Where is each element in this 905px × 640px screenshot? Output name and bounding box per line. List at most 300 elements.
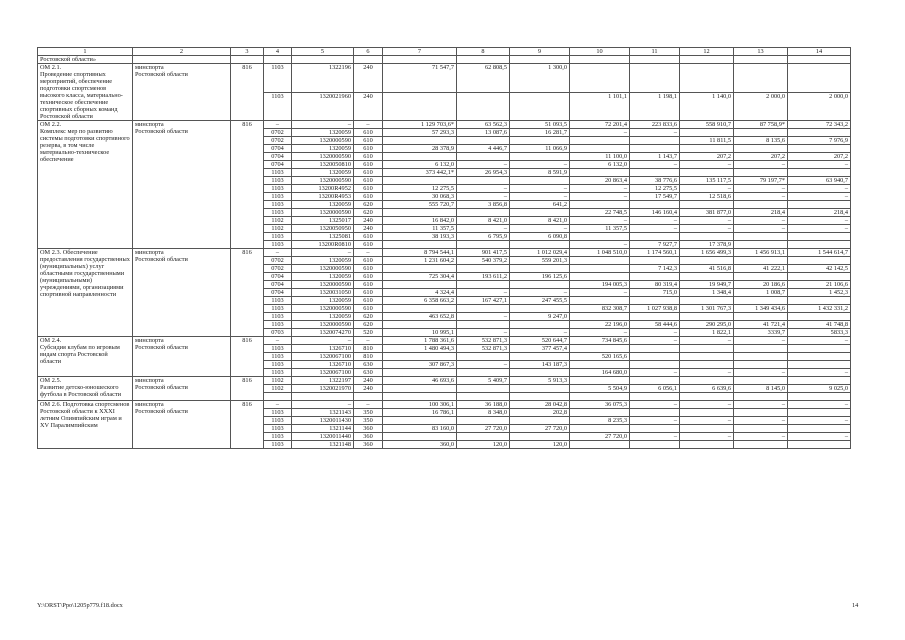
table-cell: 8 421,0: [510, 217, 570, 225]
table-cell: –: [788, 217, 851, 225]
table-cell: 610: [354, 145, 383, 153]
table-cell: 1320074270: [292, 329, 354, 337]
table-cell: [570, 313, 630, 321]
table-cell: [570, 441, 630, 449]
table-cell: –: [788, 193, 851, 201]
table-cell: 1 480 494,3: [383, 345, 457, 353]
table-cell: –: [734, 217, 788, 225]
footer-path: Y:\ORST\Ppo\1205p779.f18.docx: [37, 602, 123, 609]
table-cell: 1103: [264, 321, 292, 329]
table-cell: 810: [354, 353, 383, 361]
table-row: [38, 377, 851, 385]
table-cell: 360: [354, 441, 383, 449]
table-cell: [680, 353, 734, 361]
table-cell: [292, 393, 354, 401]
table-cell: –: [510, 329, 570, 337]
column-number-cell: 2: [133, 48, 231, 56]
page-number: 14: [852, 602, 859, 609]
column-number-row: [38, 48, 851, 56]
table-cell: –: [570, 289, 630, 297]
table-cell: [734, 169, 788, 177]
table-cell: [734, 425, 788, 433]
table-cell: 247 455,5: [510, 297, 570, 305]
table-cell: [734, 233, 788, 241]
measure-name-cell: ОМ 2.2. Комплекс мер по развитию системы подготовки спортивного резерва, в том числе материально-техническое обеспечение: [38, 121, 133, 249]
table-cell: 6 056,1: [630, 385, 680, 393]
table-cell: 360: [354, 425, 383, 433]
table-cell: 610: [354, 281, 383, 289]
table-cell: 240: [354, 385, 383, 393]
table-cell: 1320000590: [292, 305, 354, 313]
table-cell: [383, 369, 457, 377]
table-cell: [734, 313, 788, 321]
table-cell: 202,8: [510, 409, 570, 417]
table-cell: 1103: [264, 345, 292, 353]
table-cell: 377 457,4: [510, 345, 570, 353]
table-cell: [734, 64, 788, 93]
table-cell: [383, 393, 457, 401]
table-cell: 0702: [264, 265, 292, 273]
table-cell: [570, 409, 630, 417]
table-cell: 1103: [264, 185, 292, 193]
table-cell: 8 348,0: [457, 409, 510, 417]
table-cell: [734, 353, 788, 361]
table-cell: 1 788 361,6: [383, 337, 457, 345]
table-cell: 610: [354, 305, 383, 313]
table-cell: 630: [354, 361, 383, 369]
table-cell: 1325017: [292, 217, 354, 225]
table-cell: 1103: [264, 361, 292, 369]
table-cell: [680, 145, 734, 153]
table-cell: [734, 441, 788, 449]
table-cell: 63 940,7: [788, 177, 851, 185]
table-cell: 610: [354, 233, 383, 241]
table-cell: 0702: [264, 129, 292, 137]
table-cell: 610: [354, 265, 383, 273]
table-cell: 41 748,8: [788, 321, 851, 329]
table-cell: 734 845,6: [570, 337, 630, 345]
table-cell: –: [264, 121, 292, 129]
table-cell: [630, 425, 680, 433]
table-cell: 1 174 560,1: [630, 249, 680, 257]
table-cell: –: [788, 225, 851, 233]
table-cell: 1320021960: [292, 92, 354, 121]
table-cell: 1320050810: [292, 161, 354, 169]
table-cell: –: [630, 417, 680, 425]
table-cell: [383, 321, 457, 329]
table-cell: 11 357,5: [383, 225, 457, 233]
table-cell: –: [457, 313, 510, 321]
table-cell: [510, 353, 570, 361]
table-cell: –: [292, 249, 354, 257]
table-cell: [570, 273, 630, 281]
table-cell: 5833,3: [788, 329, 851, 337]
table-cell: 12 518,6: [680, 193, 734, 201]
table-cell: 63 562,3: [457, 121, 510, 129]
table-cell: 62 808,5: [457, 64, 510, 93]
table-cell: 22 196,0: [570, 321, 630, 329]
table-cell: [383, 137, 457, 145]
table-cell: 2 000,0: [788, 92, 851, 121]
table-cell: [570, 345, 630, 353]
table-cell: 1320011430: [292, 417, 354, 425]
table-cell: –: [630, 129, 680, 137]
table-cell: 610: [354, 289, 383, 297]
table-cell: –: [680, 433, 734, 441]
table-cell: 207,2: [680, 153, 734, 161]
table-cell: [570, 265, 630, 273]
table-cell: 11 357,5: [570, 225, 630, 233]
table-cell: 13200R4952: [292, 185, 354, 193]
table-cell: [734, 297, 788, 305]
table-cell: –: [630, 337, 680, 345]
measure-name-cell: ОМ 2.5. Развитие детско-юношеского футбола в Ростовской области: [38, 377, 133, 401]
table-cell: 8 421,0: [457, 217, 510, 225]
column-number-cell: 14: [788, 48, 851, 56]
table-row: [38, 337, 851, 345]
table-cell: [788, 377, 851, 385]
table-cell: 1320059: [292, 145, 354, 153]
table-cell: 1103: [264, 64, 292, 93]
continuation-text: Ростовской области»: [38, 56, 133, 64]
column-number-cell: 10: [570, 48, 630, 56]
table-cell: [383, 385, 457, 393]
table-cell: [383, 417, 457, 425]
table-cell: [734, 361, 788, 369]
table-cell: [383, 177, 457, 185]
table-cell: 41 222,1: [734, 265, 788, 273]
table-cell: 520 644,7: [510, 337, 570, 345]
table-cell: –: [510, 289, 570, 297]
table-cell: 1103: [264, 313, 292, 321]
table-cell: 0704: [264, 273, 292, 281]
table-cell: [788, 313, 851, 321]
table-cell: 16 842,0: [383, 217, 457, 225]
table-cell: 28 378,9: [383, 145, 457, 153]
table-cell: 373 442,1*: [383, 169, 457, 177]
table-cell: –: [680, 401, 734, 409]
table-cell: 8 135,6: [734, 137, 788, 145]
table-cell: 240: [354, 92, 383, 121]
executor-cell: минспорта Ростовской области: [133, 121, 231, 249]
table-cell: [510, 281, 570, 289]
table-cell: [570, 257, 630, 265]
table-cell: 11 066,9: [510, 145, 570, 153]
table-cell: [510, 153, 570, 161]
table-cell: 38 193,3: [383, 233, 457, 241]
table-cell: 1103: [264, 353, 292, 361]
table-cell: 1 349 434,6: [734, 305, 788, 313]
table-cell: –: [680, 161, 734, 169]
table-cell: 1102: [264, 385, 292, 393]
table-cell: –: [292, 337, 354, 345]
table-cell: 4 324,4: [383, 289, 457, 297]
table-cell: [630, 377, 680, 385]
table-row: [38, 64, 851, 93]
table-cell: [788, 425, 851, 433]
table-cell: 9 247,0: [510, 313, 570, 321]
table-cell: 1 129 703,6*: [383, 121, 457, 129]
table-cell: 620: [354, 321, 383, 329]
table-cell: 87 758,9*: [734, 121, 788, 129]
table-cell: [788, 393, 851, 401]
table-cell: [788, 441, 851, 449]
table-cell: 1 822,1: [680, 329, 734, 337]
table-cell: 58 444,6: [630, 321, 680, 329]
table-cell: [680, 441, 734, 449]
table-cell: 1102: [264, 217, 292, 225]
table-cell: 13200R0810: [292, 241, 354, 249]
table-row: [38, 401, 851, 409]
table-cell: –: [264, 249, 292, 257]
table-cell: 540 379,2: [457, 257, 510, 265]
table-cell: 1320000590: [292, 321, 354, 329]
table-cell: –: [510, 185, 570, 193]
table-cell: 610: [354, 273, 383, 281]
table-cell: 21 106,6: [788, 281, 851, 289]
table-cell: 1320000590: [292, 137, 354, 145]
table-cell: 167 427,1: [457, 297, 510, 305]
table-cell: [788, 145, 851, 153]
table-cell: [457, 153, 510, 161]
table-cell: –: [457, 289, 510, 297]
measure-name-cell: ОМ 2.6. Подготовка спортсменов Ростовской области к XXXI летним Олимпийским играм и XV Паралимпийским: [38, 401, 133, 449]
table-cell: 1103: [264, 441, 292, 449]
table-cell: –: [630, 217, 680, 225]
table-cell: [383, 281, 457, 289]
table-cell: 555 720,7: [383, 201, 457, 209]
column-number-cell: 6: [354, 48, 383, 56]
table-cell: 135 117,5: [680, 177, 734, 185]
table-cell: 610: [354, 297, 383, 305]
table-cell: 1 452,3: [788, 289, 851, 297]
table-cell: [510, 265, 570, 273]
table-cell: 80 319,4: [630, 281, 680, 289]
table-cell: 832 308,7: [570, 305, 630, 313]
table-cell: 1103: [264, 433, 292, 441]
table-cell: [354, 393, 383, 401]
table-cell: 1103: [264, 297, 292, 305]
table-cell: 350: [354, 417, 383, 425]
table-cell: 1 143,7: [630, 153, 680, 161]
table-cell: [788, 273, 851, 281]
table-cell: 51 093,5: [510, 121, 570, 129]
table-row: [38, 121, 851, 129]
continuation-row: [38, 56, 851, 64]
table-cell: 1320059: [292, 201, 354, 209]
table-cell: 26 954,3: [457, 169, 510, 177]
table-cell: 46 693,6: [383, 377, 457, 385]
table-cell: –: [630, 161, 680, 169]
table-cell: 22 748,5: [570, 209, 630, 217]
table-cell: [383, 433, 457, 441]
table-cell: [680, 425, 734, 433]
table-cell: 1321144: [292, 425, 354, 433]
table-cell: –: [788, 161, 851, 169]
table-cell: [630, 233, 680, 241]
table-cell: 1320067100: [292, 369, 354, 377]
executor-cell: минспорта Ростовской области: [133, 377, 231, 401]
table-cell: 1103: [264, 169, 292, 177]
table-cell: [457, 353, 510, 361]
table-cell: 307 867,3: [383, 361, 457, 369]
table-cell: 19 949,7: [680, 281, 734, 289]
table-cell: [570, 64, 630, 93]
table-cell: –: [354, 337, 383, 345]
table-cell: [510, 92, 570, 121]
table-cell: 1320031050: [292, 289, 354, 297]
table-cell: 27 720,0: [457, 425, 510, 433]
table-cell: 1320011440: [292, 433, 354, 441]
table-cell: –: [734, 193, 788, 201]
table-cell: –: [510, 161, 570, 169]
table-cell: [680, 377, 734, 385]
table-cell: –: [630, 369, 680, 377]
table-cell: [570, 145, 630, 153]
table-cell: [457, 417, 510, 425]
table-cell: 1 301 767,3: [680, 305, 734, 313]
table-cell: 610: [354, 161, 383, 169]
table-row: [38, 249, 851, 257]
table-cell: 5 504,9: [570, 385, 630, 393]
table-cell: [680, 313, 734, 321]
table-cell: 1103: [264, 201, 292, 209]
table-cell: [383, 92, 457, 121]
table-cell: 143 187,3: [510, 361, 570, 369]
table-cell: 1320000590: [292, 177, 354, 185]
table-cell: 1320059: [292, 273, 354, 281]
table-cell: [383, 241, 457, 249]
table-cell: 1320021970: [292, 385, 354, 393]
table-cell: –: [457, 185, 510, 193]
table-cell: [457, 241, 510, 249]
table-cell: 6 132,0: [383, 161, 457, 169]
table-cell: 83 160,0: [383, 425, 457, 433]
table-cell: 30 068,3: [383, 193, 457, 201]
table-cell: [680, 361, 734, 369]
table-cell: [680, 393, 734, 401]
table-cell: [630, 169, 680, 177]
table-cell: 532 871,3: [457, 337, 510, 345]
table-cell: 11 811,5: [680, 137, 734, 145]
table-cell: 520: [354, 329, 383, 337]
table-cell: 620: [354, 313, 383, 321]
table-cell: –: [630, 401, 680, 409]
column-number-cell: 13: [734, 48, 788, 56]
table-cell: 1320000590: [292, 281, 354, 289]
table-cell: 381 877,0: [680, 209, 734, 217]
table-cell: 38 776,6: [630, 177, 680, 185]
table-cell: 1325081: [292, 233, 354, 241]
table-cell: [510, 177, 570, 185]
grbs-code-cell: 816: [231, 401, 264, 449]
grbs-code-cell: 816: [231, 249, 264, 337]
table-cell: 1103: [264, 209, 292, 217]
table-cell: –: [680, 217, 734, 225]
table-cell: 57 293,3: [383, 129, 457, 137]
table-cell: [680, 257, 734, 265]
table-cell: –: [734, 433, 788, 441]
table-cell: [457, 433, 510, 441]
table-cell: 164 680,0: [570, 369, 630, 377]
table-cell: [680, 169, 734, 177]
table-cell: 1320059: [292, 257, 354, 265]
table-cell: 218,4: [734, 209, 788, 217]
table-cell: 10 995,1: [383, 329, 457, 337]
table-cell: –: [354, 121, 383, 129]
table-cell: 1320000590: [292, 209, 354, 217]
table-cell: 1 300,0: [510, 64, 570, 93]
measure-name-cell: ОМ 2.1. Проведение спортивных мероприятий, обеспечение подготовки спортсменов высокого класса, материально-техническое обеспечение спортивных сборных команд Ростовской области: [38, 64, 133, 121]
table-cell: [383, 153, 457, 161]
table-cell: 610: [354, 137, 383, 145]
measure-name-cell: ОМ 2.3. Обеспечение предоставления государственных (муниципальных) услуг областными государственными (муниципальными) учреждениями, организациями спортивной направленности: [38, 249, 133, 337]
table-cell: [570, 201, 630, 209]
table-cell: 1326710: [292, 361, 354, 369]
table-cell: 120,0: [457, 441, 510, 449]
grbs-code-cell: 816: [231, 64, 264, 121]
table-cell: [680, 409, 734, 417]
table-cell: –: [788, 337, 851, 345]
table-cell: 218,4: [788, 209, 851, 217]
table-cell: 520 165,6: [570, 353, 630, 361]
table-cell: –: [680, 185, 734, 193]
table-cell: 1320050950: [292, 225, 354, 233]
table-cell: 610: [354, 169, 383, 177]
table-cell: –: [457, 225, 510, 233]
table-cell: –: [292, 401, 354, 409]
table-cell: 7 142,3: [630, 265, 680, 273]
table-cell: –: [734, 161, 788, 169]
table-cell: [630, 393, 680, 401]
table-cell: 16 786,1: [383, 409, 457, 417]
table-cell: [630, 361, 680, 369]
table-cell: 610: [354, 185, 383, 193]
table-cell: 3 856,8: [457, 201, 510, 209]
table-cell: 641,2: [510, 201, 570, 209]
column-number-cell: 12: [680, 48, 734, 56]
table-cell: [264, 393, 292, 401]
table-cell: [457, 305, 510, 313]
table-cell: –: [734, 401, 788, 409]
table-cell: –: [680, 369, 734, 377]
table-cell: [630, 137, 680, 145]
table-cell: [680, 345, 734, 353]
table-cell: 1320000590: [292, 265, 354, 273]
table-cell: [630, 313, 680, 321]
table-cell: 1 048 510,0: [570, 249, 630, 257]
table-cell: [788, 129, 851, 137]
column-number-cell: 3: [231, 48, 264, 56]
table-cell: 610: [354, 193, 383, 201]
column-number-cell: 8: [457, 48, 510, 56]
table-cell: [457, 265, 510, 273]
table-cell: [734, 377, 788, 385]
table-cell: [457, 177, 510, 185]
table-cell: 1 198,1: [630, 92, 680, 121]
table-cell: [510, 433, 570, 441]
table-cell: 17 378,9: [680, 241, 734, 249]
table-cell: 1320067100: [292, 353, 354, 361]
table-cell: 27 720,0: [570, 433, 630, 441]
table-cell: –: [292, 121, 354, 129]
table-cell: 28 042,8: [510, 401, 570, 409]
table-cell: –: [264, 401, 292, 409]
table-cell: [510, 385, 570, 393]
table-cell: [734, 345, 788, 353]
table-cell: 146 160,4: [630, 209, 680, 217]
table-cell: 72 201,4: [570, 121, 630, 129]
